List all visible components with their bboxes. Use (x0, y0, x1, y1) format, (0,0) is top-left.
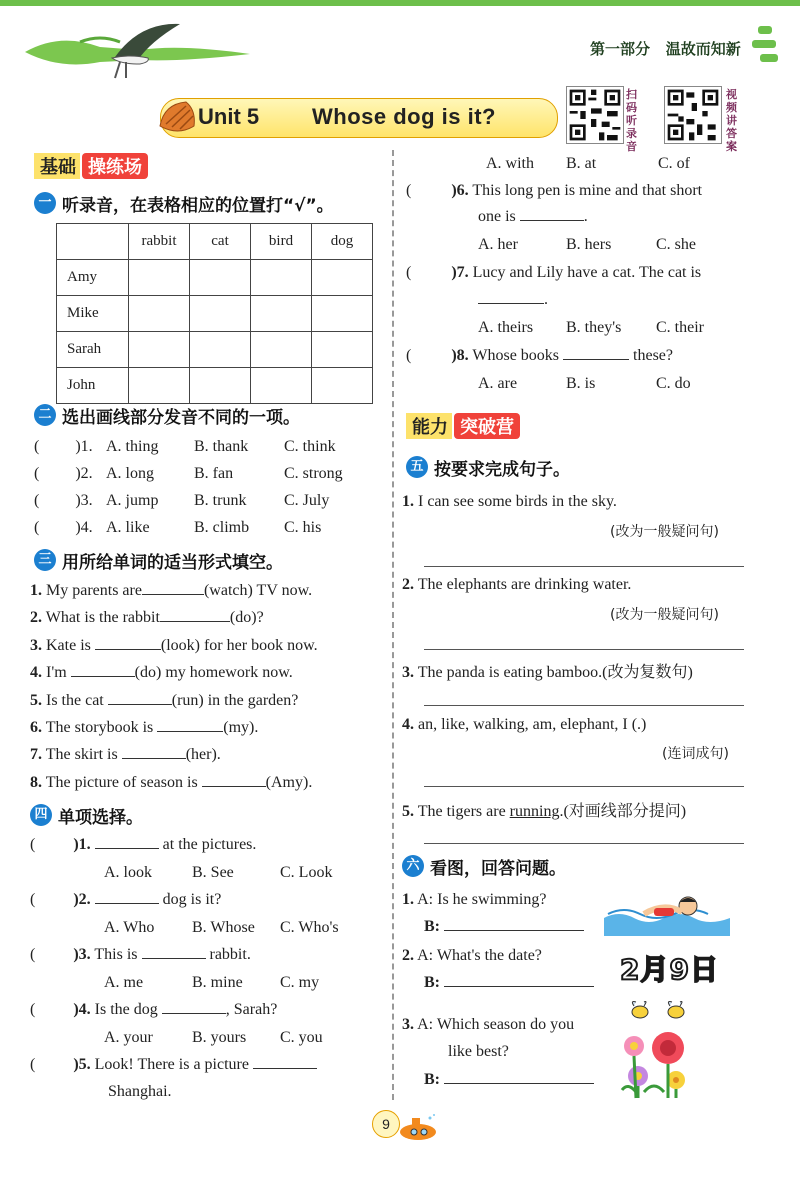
qr-code-video[interactable] (664, 86, 722, 144)
s6-question-cont: like best? (448, 1043, 509, 1060)
s4-question: ( )3. This is rabbit. (30, 946, 251, 963)
fill-blank[interactable] (157, 730, 223, 732)
unit-title: Whose dog is it? (312, 104, 496, 129)
s3-question: 6. The storybook is (my). (30, 719, 259, 736)
page-number: 9 (372, 1110, 400, 1138)
table-cell[interactable] (190, 296, 251, 332)
unit-label: Unit 5 (198, 104, 260, 129)
ability-header (406, 412, 520, 440)
listening-table (56, 223, 373, 404)
fill-blank[interactable] (478, 302, 544, 304)
shell-icon (156, 96, 200, 140)
s3-question: 4. I'm (do) my homework now. (30, 664, 293, 681)
s2-question: ( )2. A. long B. fan C. strong (34, 465, 343, 482)
section-2-badge: 二 (34, 404, 56, 426)
s4-question-cont: one is . (478, 208, 588, 225)
s6-answer: B: (424, 1071, 594, 1089)
s4-options: A. me B. mine C. my (104, 974, 320, 991)
qr-code-audio[interactable] (566, 86, 624, 144)
s3-question: 3. Kate is (look) for her book now. (30, 637, 318, 654)
s4-options: A. are B. is C. do (478, 375, 691, 392)
table-cell[interactable] (312, 260, 373, 296)
ability-label: 能力 (406, 413, 452, 439)
s5-question: 1. I can see some birds in the sky. (402, 493, 617, 510)
column-divider (392, 150, 394, 1100)
s6-question: 1. A: Is he swimming? (402, 891, 547, 908)
swimmer-image (604, 888, 730, 936)
topic-label: 温故而知新 (665, 40, 741, 58)
fill-blank[interactable] (108, 703, 172, 705)
table-cell[interactable] (312, 368, 373, 404)
basic-practice-header (34, 152, 148, 180)
s5-requirement: (改为一般疑问句) (610, 607, 719, 623)
fill-blank[interactable] (253, 1067, 317, 1069)
s4-options: A. your B. yours C. you (104, 1029, 323, 1046)
fill-blank[interactable] (520, 219, 584, 221)
fill-blank[interactable] (95, 847, 159, 849)
table-row-label: Amy (57, 260, 129, 296)
table-cell[interactable] (312, 332, 373, 368)
s6-answer: B: (424, 918, 584, 936)
underlined-word: running (509, 803, 560, 820)
s3-question: 5. Is the cat (run) in the garden? (30, 692, 299, 709)
answer-line[interactable] (424, 705, 744, 706)
fill-blank[interactable] (122, 757, 186, 759)
s4-options: A. her B. hers C. she (478, 236, 696, 253)
basic-label: 基础 (34, 153, 80, 179)
section-3-title: 用所给单词的适当形式填空。 (62, 553, 283, 573)
fill-blank[interactable] (71, 675, 135, 677)
section-5-badge: 五 (406, 456, 428, 478)
table-cell[interactable] (190, 260, 251, 296)
fill-blank[interactable] (563, 358, 629, 360)
table-cell[interactable] (251, 332, 312, 368)
s2-question: ( )1. A. thing B. thank C. think (34, 438, 336, 455)
fill-blank[interactable] (162, 1012, 226, 1014)
section-6-title: 看图，回答问题。 (430, 859, 566, 879)
s5-requirement: (连词成句) (662, 746, 729, 762)
table-header: cat (190, 224, 251, 260)
fill-blank[interactable] (444, 985, 594, 987)
s5-question: 2. The elephants are drinking water. (402, 576, 632, 593)
fill-blank[interactable] (95, 902, 159, 904)
s4-options: A. look B. See C. Look (104, 864, 333, 881)
date-image-text: 2月9日 (620, 953, 719, 986)
fill-blank[interactable] (142, 593, 204, 595)
fill-blank[interactable] (160, 620, 230, 622)
section-6-badge: 六 (402, 855, 424, 877)
section-1-badge: 一 (34, 192, 56, 214)
fill-blank[interactable] (142, 957, 206, 959)
spring-flowers-image (614, 1000, 704, 1100)
section-1-title: 听录音，在表格相应的位置打“√”。 (62, 196, 334, 216)
answer-line[interactable] (424, 649, 744, 650)
s3-question: 8. The picture of season is (Amy). (30, 774, 313, 791)
s2-question: ( )3. A. jump B. trunk C. July (34, 492, 330, 509)
s5-requirement: (改为一般疑问句) (610, 524, 719, 540)
table-header: bird (251, 224, 312, 260)
section-2-title: 选出画线部分发音不同的一项。 (62, 408, 300, 428)
s5-question: 4. an, like, walking, am, elephant, I (.) (402, 716, 647, 733)
table-row-label: John (57, 368, 129, 404)
table-cell[interactable] (312, 296, 373, 332)
table-row-label: Mike (57, 296, 129, 332)
section-5-title: 按要求完成句子。 (434, 460, 570, 480)
table-cell[interactable] (251, 296, 312, 332)
s6-question: 3. A: Which season do you (402, 1016, 575, 1033)
s4-question-cont: Shanghai. (108, 1083, 172, 1100)
table-cell[interactable] (129, 368, 190, 404)
submarine-icon (394, 1112, 440, 1142)
table-cell[interactable] (190, 332, 251, 368)
table-cell[interactable] (251, 260, 312, 296)
breakthrough-label: 突破营 (454, 413, 520, 439)
part-label: 第一部分 (590, 40, 651, 58)
table-header: rabbit (129, 224, 190, 260)
table-cell[interactable] (129, 296, 190, 332)
s4-question: ( )1. at the pictures. (30, 836, 257, 853)
answer-line[interactable] (424, 843, 744, 844)
s5-question: 5. The tigers are running.(对画线部分提问) (402, 803, 687, 820)
s3-question: 7. The skirt is (her). (30, 746, 221, 763)
fill-blank[interactable] (202, 785, 266, 787)
answer-line[interactable] (424, 566, 744, 567)
s4-question: ( )7. Lucy and Lily have a cat. The cat is (406, 264, 702, 281)
table-header: dog (312, 224, 373, 260)
s2-question: ( )4. A. like B. climb C. his (34, 519, 322, 536)
section-4-title: 单项选择。 (58, 808, 143, 828)
table-cell[interactable] (129, 332, 190, 368)
seagull-illustration (20, 12, 260, 82)
s4-question: ( )5. Look! There is a picture (30, 1056, 317, 1074)
table-row-label: Sarah (57, 332, 129, 368)
s4-question-cont: . (478, 291, 548, 309)
table-corner (57, 224, 129, 260)
table-cell[interactable] (190, 368, 251, 404)
s3-question: 1. My parents are (watch) TV now. (30, 582, 313, 599)
s4-question: ( )4. Is the dog , Sarah? (30, 1001, 278, 1018)
s4-question: ( )6. This long pen is mine and that short (406, 182, 703, 199)
s4-options: A. with B. at C. of (486, 155, 690, 172)
answer-line[interactable] (424, 786, 744, 787)
section-3-badge: 三 (34, 549, 56, 571)
practice-label: 操练场 (82, 153, 148, 179)
s6-answer: B: (424, 974, 594, 992)
breadcrumb (590, 38, 741, 59)
s4-options: A. theirs B. they's C. their (478, 319, 704, 336)
header-decoration (752, 22, 782, 70)
qr-caption-audio: 扫码听录音 (626, 88, 637, 153)
section-4-badge: 四 (30, 804, 52, 826)
top-color-bar (0, 0, 800, 6)
fill-blank[interactable] (444, 1082, 594, 1084)
s5-question: 3. The panda is eating bamboo.(改为复数句) (402, 664, 693, 681)
fill-blank[interactable] (444, 929, 584, 931)
fill-blank[interactable] (95, 648, 161, 650)
s4-question: ( )2. dog is it? (30, 891, 222, 908)
s3-question: 2. What is the rabbit (do)? (30, 609, 264, 626)
s4-question: ( )8. Whose books these? (406, 347, 674, 364)
table-cell[interactable] (251, 368, 312, 404)
table-cell[interactable] (129, 260, 190, 296)
s4-options: A. Who B. Whose C. Who's (104, 919, 339, 936)
qr-caption-video: 视频讲答案 (726, 88, 737, 153)
s6-question: 2. A: What's the date? (402, 947, 542, 964)
